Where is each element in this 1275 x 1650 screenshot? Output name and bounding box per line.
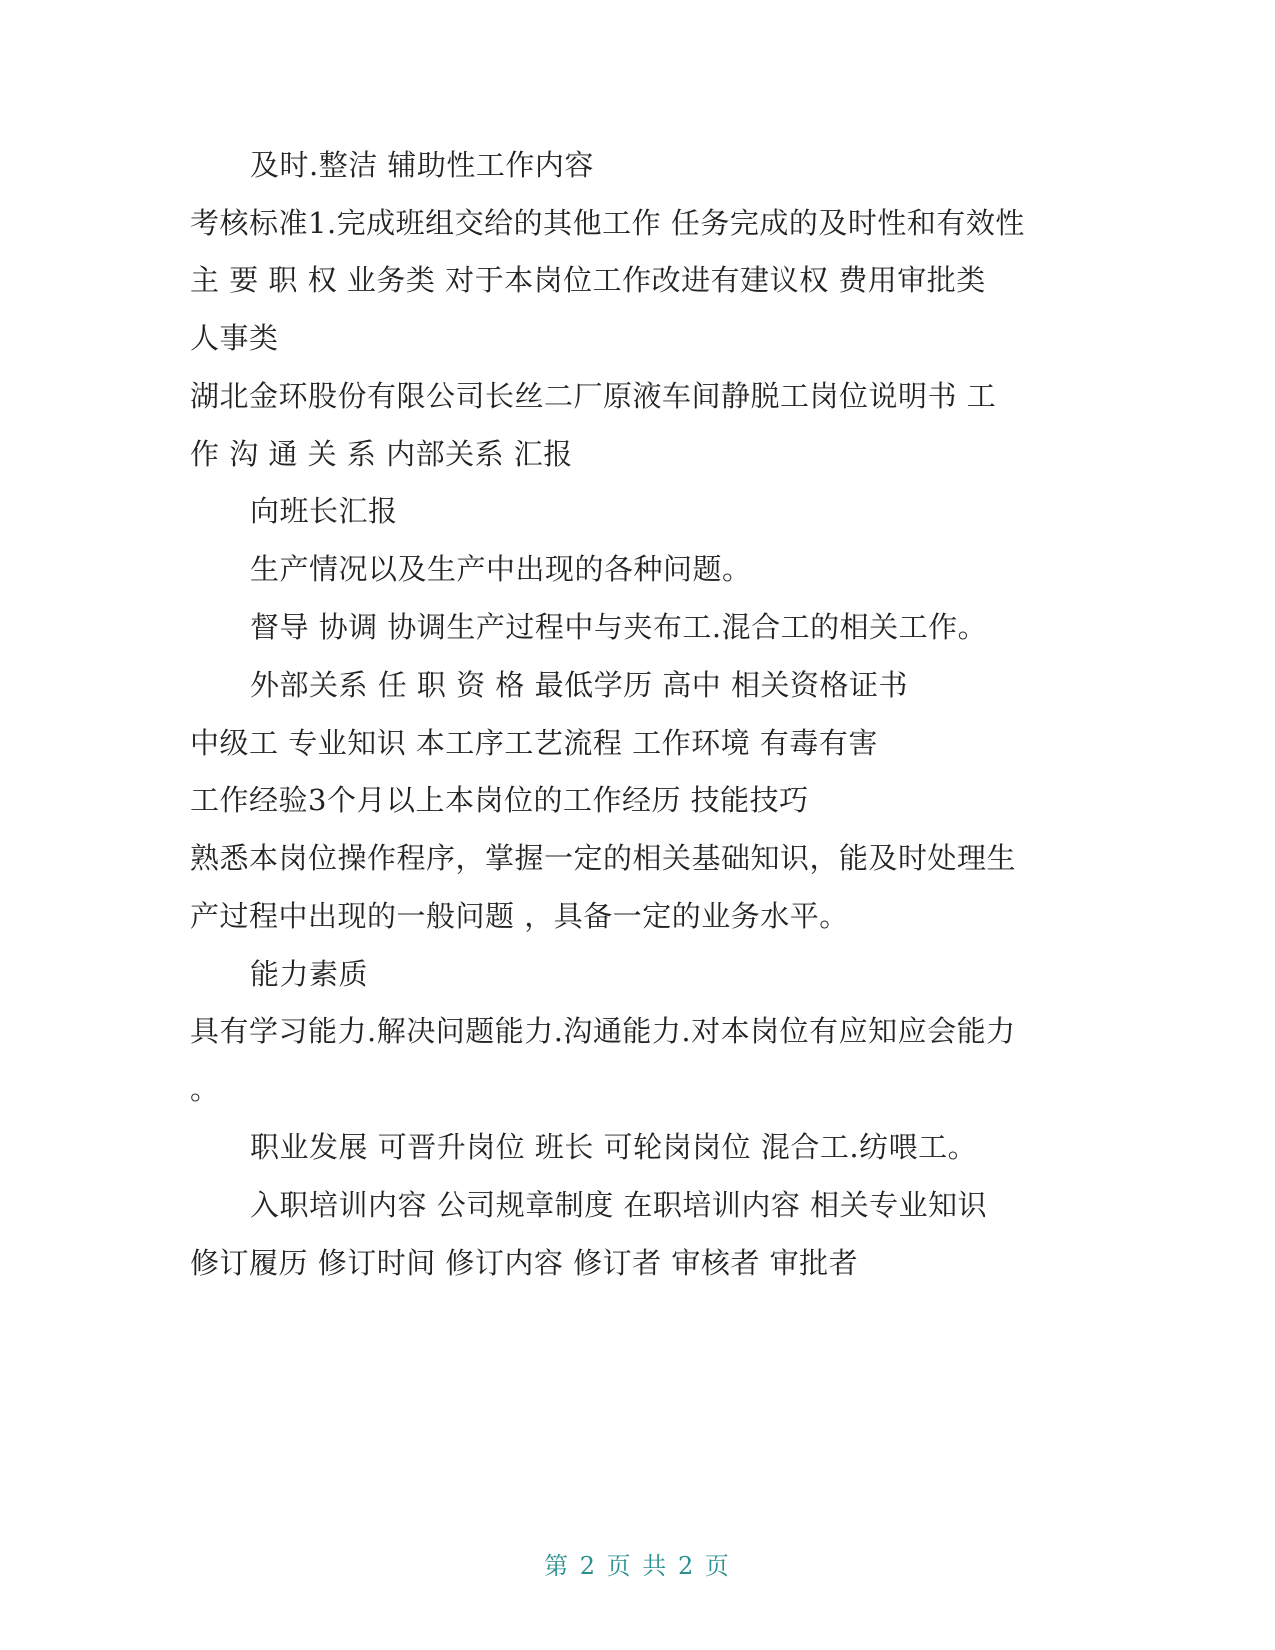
page-number-footer: 第 2 页 共 2 页 (544, 1552, 731, 1580)
text-line-5: 湖北金环股份有限公司长丝二厂原液车间静脱工岗位说明书 工 (190, 379, 997, 413)
text-line-1: 及时.整洁 辅助性工作内容 (250, 148, 594, 182)
text-line-2: 考核标准1.完成班组交给的其他工作 任务完成的及时性和有效性 (190, 206, 1025, 240)
text-line-8: 生产情况以及生产中出现的各种问题。 (250, 552, 752, 586)
text-line-13: 熟悉本岗位操作程序，掌握一定的相关基础知识，能及时处理生 (190, 841, 1017, 875)
text-line-10: 外部关系 任 职 资 格 最低学历 高中 相关资格证书 (250, 668, 909, 702)
text-line-11: 中级工 专业知识 本工序工艺流程 工作环境 有毒有害 (190, 726, 878, 760)
text-line-9: 督导 协调 协调生产过程中与夹布工.混合工的相关工作。 (250, 610, 988, 644)
text-line-17: 。 (190, 1072, 220, 1106)
text-line-19: 入职培训内容 公司规章制度 在职培训内容 相关专业知识 (250, 1188, 988, 1222)
text-line-6: 作 沟 通 关 系 内部关系 汇报 (190, 437, 573, 471)
text-line-14: 产过程中出现的一般问题 ，具备一定的业务水平。 (190, 899, 849, 933)
text-line-3: 主 要 职 权 业务类 对于本岗位工作改进有建议权 费用审批类 (190, 263, 986, 297)
text-line-16: 具有学习能力.解决问题能力.沟通能力.对本岗位有应知应会能力 (190, 1014, 1016, 1048)
text-line-20: 修订履历 修订时间 修订内容 修订者 审核者 审批者 (190, 1246, 859, 1280)
text-line-7: 向班长汇报 (250, 494, 398, 528)
text-line-4: 人事类 (190, 321, 279, 355)
text-line-15: 能力素质 (250, 957, 369, 991)
text-line-18: 职业发展 可晋升岗位 班长 可轮岗岗位 混合工.纺喂工。 (250, 1130, 978, 1164)
text-line-12: 工作经验3个月以上本岗位的工作经历 技能技巧 (190, 783, 809, 817)
